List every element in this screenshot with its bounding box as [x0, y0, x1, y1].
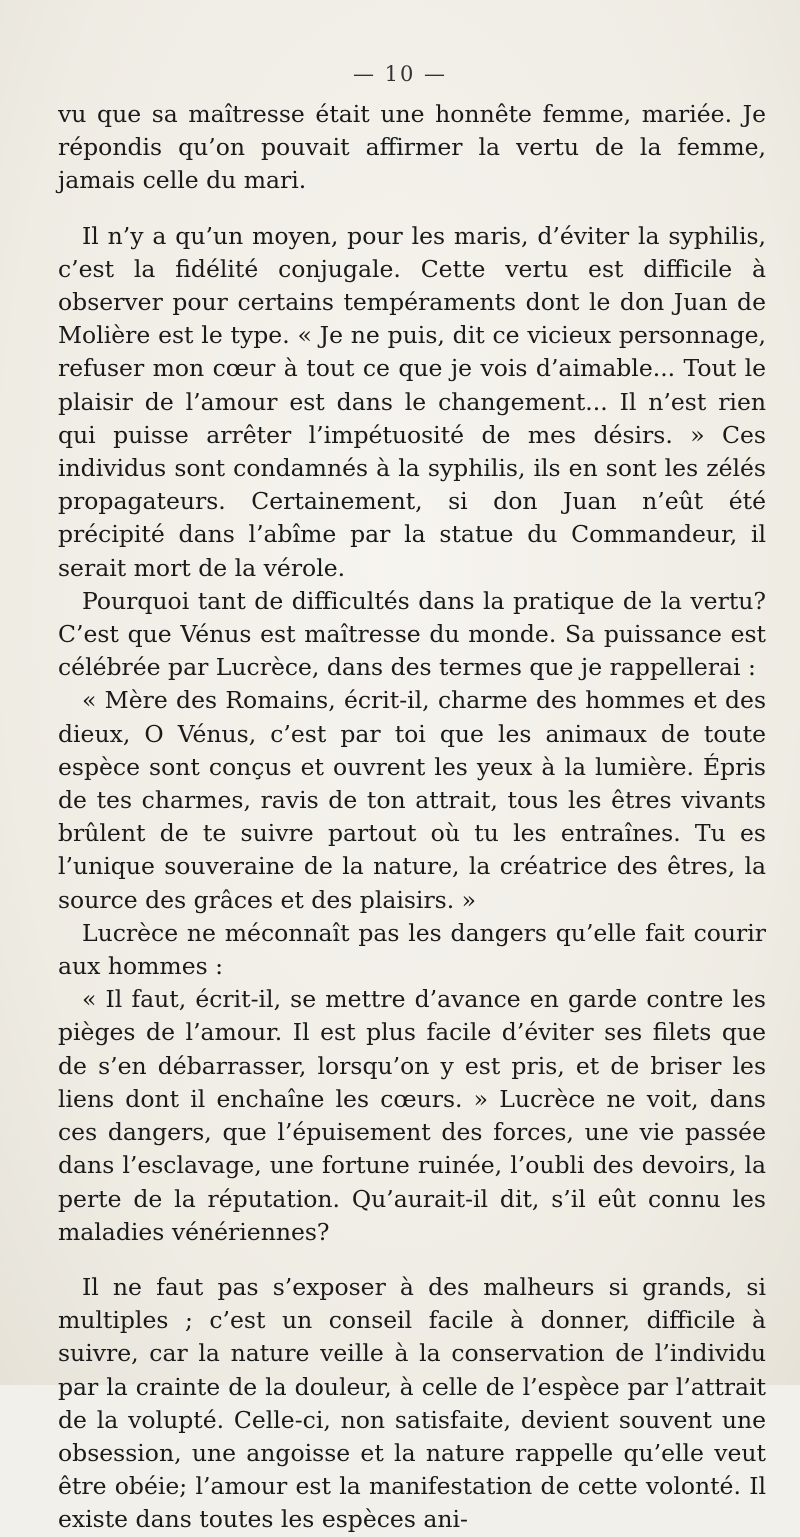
body-text: [58, 98, 766, 1537]
paragraph-5: Lucrèce ne méconnaît pas les dangers qu’elle fait courir aux hommes :: [58, 918, 766, 981]
paragraph-6: « Il faut, écrit-il, se mettre d’avance en garde contre les pièges de l’amour. Il est plus facile d’éviter ses filets que de s’en débarrasser, lorsqu’on y est pris, et de briser les liens dont il enchaîne les cœurs. » Lucrèce ne voit, dans ces dangers, que l’épuisement des forces, une vie passée dans l’esclavage, une fortune ruinée, l’oubli des devoirs, la perte de la réputation. Qu’aurait-il dit, s’il eût connu les maladies vénériennes?: [58, 985, 766, 1246]
page-number: — 10 —: [352, 62, 448, 86]
paragraph-1: vu que sa maîtresse était une honnête femme, mariée. Je répondis qu’on pouvait affirmer la vertu de la femme, jamais celle du mari.: [58, 100, 766, 195]
paragraph-4: « Mère des Romains, écrit-il, charme des hommes et des dieux, O Vénus, c’est par toi que les animaux de toute espèce sont conçus et ouvrent les yeux à la lumière. Épris de tes charmes, ravis de ton attrait, tous les êtres vivants brûlent de te suivre partout où tu les entraînes. Tu es l’unique souveraine de la nature, la créatrice des êtres, la source des grâces et des plaisirs. »: [58, 686, 766, 914]
paragraph-7: Il ne faut pas s’exposer à des malheurs si grands, si multiples ; c’est un conseil facile à donner, difficile à suivre, car la nature veille à la conservation de l’individu par la crainte de la douleur, à celle de l’espèce par l’attrait de la volupté. Celle-ci, non satisfaite, devient souvent une obsession, une angoisse et la nature rappelle qu’elle veut être obéie; l’amour est la manifestation de cette volonté. Il existe dans toutes les espèces ani-: [58, 1272, 766, 1534]
paragraph-3: Pourquoi tant de difficultés dans la pratique de la vertu? C’est que Vénus est maîtresse du monde. Sa puissance est célébrée par Lucrèce, dans des termes que je rappellerai :: [58, 586, 766, 682]
paragraph-2: Il n’y a qu’un moyen, pour les maris, d’éviter la syphilis, c’est la fidélité conjugale. Cette vertu est difficile à observer pour certains tempéraments dont le don Juan de Molière est le type. « Je ne puis, dit ce vicieux personnage, refuser mon cœur à tout ce que je vois d’aimable... Tout le plaisir de l’amour est dans le changement... Il n’est rien qui puisse arrêter l’impétuosité de mes désirs. » Ces individus sont condamnés à la syphilis, ils en sont les zélés propagateurs. Certainement, si don Juan n’eût été précipité dans l’abîme par la statue du Commandeur, il serait mort de la vérole.: [58, 221, 766, 582]
